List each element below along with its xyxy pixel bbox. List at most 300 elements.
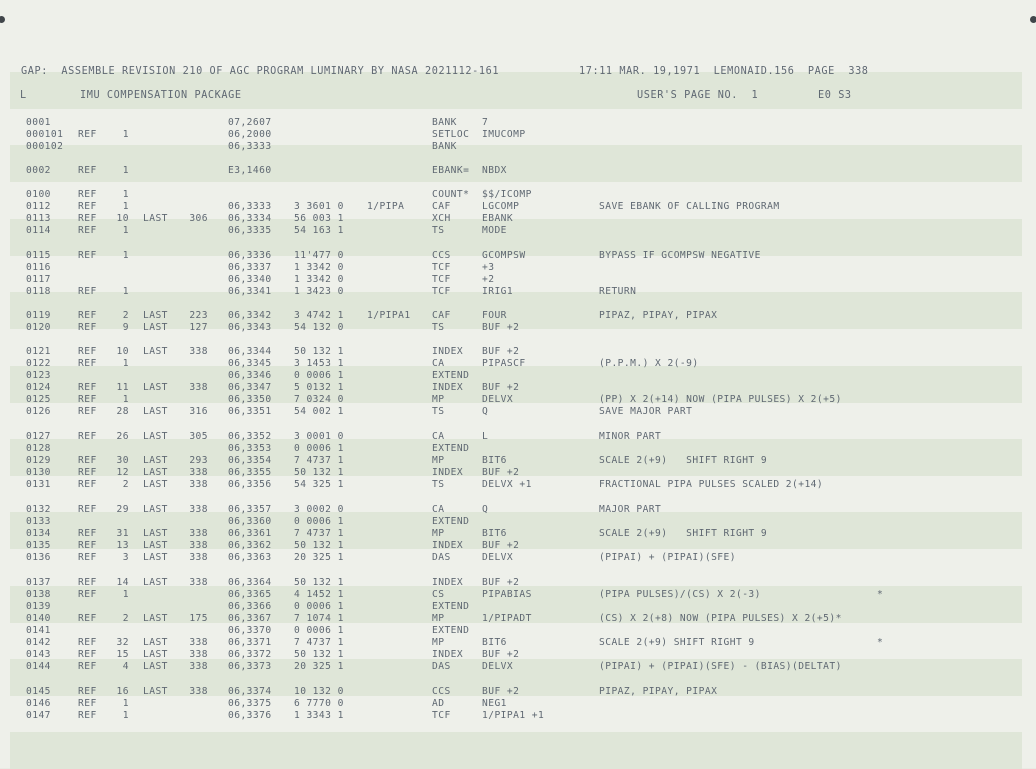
ref-count: 4 — [122, 661, 129, 672]
opcode: TCF — [432, 286, 451, 297]
opcode: EXTEND — [432, 601, 470, 612]
ref-count: 3 — [122, 552, 129, 563]
address: 06,3357 — [228, 504, 272, 515]
address: 06,2000 — [228, 129, 272, 140]
ref-tag: REF — [78, 455, 97, 466]
ref-count: 10 — [116, 346, 129, 357]
line-number: 0144 — [26, 661, 51, 672]
comment: FRACTIONAL PIPA PULSES SCALED 2(+14) — [599, 479, 824, 490]
table-row — [0, 601, 1036, 613]
address: 06,3365 — [228, 589, 272, 600]
last-page: 338 — [189, 577, 208, 588]
ref-tag: REF — [78, 504, 97, 515]
users-page-number: USER'S PAGE NO. 1 — [637, 90, 759, 101]
comment: SCALE 2(+9) SHIFT RIGHT 9 — [599, 637, 755, 648]
line-number: 0121 — [26, 346, 51, 357]
octal-word: 1 3423 0 — [294, 286, 344, 297]
octal-word: 0 0006 1 — [294, 601, 344, 612]
ref-count: 1 — [122, 250, 129, 261]
octal-word: 0 0006 1 — [294, 443, 344, 454]
last-page: 338 — [189, 686, 208, 697]
last-tag: LAST — [143, 577, 168, 588]
opcode: BANK — [432, 117, 457, 128]
table-row — [0, 165, 1036, 177]
ref-count: 10 — [116, 213, 129, 224]
table-row — [0, 189, 1036, 201]
address: 06,3335 — [228, 225, 272, 236]
operand: BIT6 — [482, 637, 507, 648]
opcode: EXTEND — [432, 625, 470, 636]
table-row — [0, 637, 1036, 649]
opcode: MP — [432, 528, 445, 539]
address: 06,3372 — [228, 649, 272, 660]
ref-count: 31 — [116, 528, 129, 539]
ref-tag: REF — [78, 225, 97, 236]
line-number: 0112 — [26, 201, 51, 212]
opcode: CA — [432, 358, 445, 369]
line-number: 0124 — [26, 382, 51, 393]
last-page: 127 — [189, 322, 208, 333]
ref-tag: REF — [78, 189, 97, 200]
octal-word: 7 0324 0 — [294, 394, 344, 405]
last-page: 338 — [189, 382, 208, 393]
operand: Q — [482, 406, 489, 417]
address: 06,3367 — [228, 613, 272, 624]
ref-tag: REF — [78, 479, 97, 490]
last-tag: LAST — [143, 686, 168, 697]
opcode: TS — [432, 322, 445, 333]
octal-word: 20 325 1 — [294, 661, 344, 672]
subheader-marker: L — [20, 90, 27, 101]
operand: 7 — [482, 117, 489, 128]
ref-tag: REF — [78, 467, 97, 478]
opcode: TS — [432, 406, 445, 417]
last-tag: LAST — [143, 504, 168, 515]
comment: SAVE EBANK OF CALLING PROGRAM — [599, 201, 780, 212]
last-page: 293 — [189, 455, 208, 466]
line-number: 0130 — [26, 467, 51, 478]
address: 06,3373 — [228, 661, 272, 672]
line-number: 0142 — [26, 637, 51, 648]
ref-count: 2 — [122, 479, 129, 490]
operand: GCOMPSW — [482, 250, 526, 261]
line-number: 0001 — [26, 117, 51, 128]
ref-count: 1 — [122, 201, 129, 212]
ref-tag: REF — [78, 286, 97, 297]
octal-word: 50 132 1 — [294, 540, 344, 551]
last-tag: LAST — [143, 661, 168, 672]
operand: $$/ICOMP — [482, 189, 532, 200]
operand: +2 — [482, 274, 495, 285]
octal-word: 7 4737 1 — [294, 528, 344, 539]
last-tag: LAST — [143, 552, 168, 563]
octal-word: 7 1074 1 — [294, 613, 344, 624]
octal-word: 50 132 1 — [294, 467, 344, 478]
address: 06,3350 — [228, 394, 272, 405]
last-tag: LAST — [143, 382, 168, 393]
table-row — [0, 479, 1036, 491]
address: 06,3376 — [228, 710, 272, 721]
address: 06,3374 — [228, 686, 272, 697]
greenbar-band — [10, 732, 1022, 769]
last-tag: LAST — [143, 467, 168, 478]
last-page: 305 — [189, 431, 208, 442]
opcode: CS — [432, 589, 445, 600]
line-number: 0002 — [26, 165, 51, 176]
table-row — [0, 382, 1036, 394]
last-page: 338 — [189, 661, 208, 672]
ref-tag: REF — [78, 201, 97, 212]
ref-count: 9 — [122, 322, 129, 333]
line-number: 0133 — [26, 516, 51, 527]
comment: (PP) X 2(+14) NOW (PIPA PULSES) X 2(+5) — [599, 394, 842, 405]
line-number: 0131 — [26, 479, 51, 490]
line-number: 0123 — [26, 370, 51, 381]
octal-word: 0 0006 1 — [294, 625, 344, 636]
line-number: 0117 — [26, 274, 51, 285]
operand: +3 — [482, 262, 495, 273]
ref-count: 1 — [122, 698, 129, 709]
line-number: 0119 — [26, 310, 51, 321]
octal-word: 7 4737 1 — [294, 637, 344, 648]
last-page: 316 — [189, 406, 208, 417]
last-page: 338 — [189, 552, 208, 563]
line-number: 0141 — [26, 625, 51, 636]
line-number: 0100 — [26, 189, 51, 200]
comment: RETURN — [599, 286, 637, 297]
opcode: BANK — [432, 141, 457, 152]
table-row — [0, 394, 1036, 406]
ref-tag: REF — [78, 661, 97, 672]
last-page: 338 — [189, 504, 208, 515]
last-page: 338 — [189, 649, 208, 660]
table-row — [0, 129, 1036, 141]
opcode: MP — [432, 455, 445, 466]
operand: BIT6 — [482, 528, 507, 539]
ref-tag: REF — [78, 552, 97, 563]
operand: FOUR — [482, 310, 507, 321]
table-row — [0, 686, 1036, 698]
line-number: 0136 — [26, 552, 51, 563]
address: 07,2607 — [228, 117, 272, 128]
operand: IRIG1 — [482, 286, 514, 297]
operand: BUF +2 — [482, 577, 520, 588]
comment: SCALE 2(+9) SHIFT RIGHT 9 — [599, 528, 768, 539]
opcode: INDEX — [432, 649, 464, 660]
ref-count: 1 — [122, 129, 129, 140]
table-row — [0, 504, 1036, 516]
operand: PIPABIAS — [482, 589, 532, 600]
last-tag: LAST — [143, 322, 168, 333]
address: 06,3343 — [228, 322, 272, 333]
octal-word: 50 132 1 — [294, 649, 344, 660]
ref-count: 14 — [116, 577, 129, 588]
table-row — [0, 274, 1036, 286]
opcode: INDEX — [432, 346, 464, 357]
address: 06,3347 — [228, 382, 272, 393]
octal-word: 0 0006 1 — [294, 370, 344, 381]
comment: MINOR PART — [599, 431, 662, 442]
octal-word: 3 0001 0 — [294, 431, 344, 442]
table-row — [0, 661, 1036, 673]
address: 06,3351 — [228, 406, 272, 417]
opcode: TCF — [432, 262, 451, 273]
comment: (CS) X 2(+8) NOW (PIPA PULSES) X 2(+5)* — [599, 613, 842, 624]
operand: DELVX — [482, 552, 514, 563]
line-number: 0115 — [26, 250, 51, 261]
address: 06,3334 — [228, 213, 272, 224]
operand: BUF +2 — [482, 467, 520, 478]
last-tag: LAST — [143, 540, 168, 551]
table-row — [0, 286, 1036, 298]
table-row — [0, 117, 1036, 129]
line-number: 0143 — [26, 649, 51, 660]
octal-word: 5 0132 1 — [294, 382, 344, 393]
operand: BUF +2 — [482, 322, 520, 333]
line-number: 000102 — [26, 141, 64, 152]
comment: (PIPAI) + (PIPAI)(SFE) - (BIAS)(DELTAT) — [599, 661, 842, 672]
tractor-hole — [1030, 16, 1036, 23]
operand: NEG1 — [482, 698, 507, 709]
line-number: 0132 — [26, 504, 51, 515]
ref-tag: REF — [78, 213, 97, 224]
ref-count: 2 — [122, 310, 129, 321]
line-number: 0126 — [26, 406, 51, 417]
tractor-hole — [0, 16, 5, 23]
ref-tag: REF — [78, 250, 97, 261]
opcode: CCS — [432, 250, 451, 261]
address: 06,3363 — [228, 552, 272, 563]
octal-word: 54 132 0 — [294, 322, 344, 333]
address: 06,3333 — [228, 141, 272, 152]
opcode: DAS — [432, 552, 451, 563]
line-number: 0145 — [26, 686, 51, 697]
ref-count: 1 — [122, 358, 129, 369]
ref-tag: REF — [78, 577, 97, 588]
last-tag: LAST — [143, 310, 168, 321]
line-number: 0139 — [26, 601, 51, 612]
last-tag: LAST — [143, 213, 168, 224]
address: 06,3354 — [228, 455, 272, 466]
line-number: 0146 — [26, 698, 51, 709]
opcode: MP — [432, 394, 445, 405]
address: 06,3341 — [228, 286, 272, 297]
table-row — [0, 141, 1036, 153]
address: 06,3371 — [228, 637, 272, 648]
subheader-code: E0 S3 — [818, 90, 852, 101]
address: 06,3356 — [228, 479, 272, 490]
address: 06,3364 — [228, 577, 272, 588]
address: 06,3346 — [228, 370, 272, 381]
comment: SAVE MAJOR PART — [599, 406, 693, 417]
line-number: 0140 — [26, 613, 51, 624]
ref-count: 1 — [122, 286, 129, 297]
operand: EBANK — [482, 213, 514, 224]
ref-count: 13 — [116, 540, 129, 551]
table-row — [0, 250, 1036, 262]
operand: DELVX — [482, 394, 514, 405]
ref-tag: REF — [78, 637, 97, 648]
opcode: COUNT* — [432, 189, 470, 200]
ref-count: 12 — [116, 467, 129, 478]
operand: BUF +2 — [482, 346, 520, 357]
line-number: 0114 — [26, 225, 51, 236]
table-row — [0, 528, 1036, 540]
ref-tag: REF — [78, 358, 97, 369]
operand: NBDX — [482, 165, 507, 176]
octal-word: 1 3342 0 — [294, 274, 344, 285]
table-row — [0, 431, 1036, 443]
operand: PIPASCF — [482, 358, 526, 369]
ref-count: 1 — [122, 589, 129, 600]
ref-tag: REF — [78, 346, 97, 357]
table-row — [0, 710, 1036, 722]
last-tag: LAST — [143, 479, 168, 490]
octal-word: 10 132 0 — [294, 686, 344, 697]
opcode: INDEX — [432, 467, 464, 478]
octal-word: 11'477 0 — [294, 250, 344, 261]
line-number: 0127 — [26, 431, 51, 442]
opcode: EBANK= — [432, 165, 470, 176]
last-tag: LAST — [143, 406, 168, 417]
opcode: MP — [432, 637, 445, 648]
opcode: INDEX — [432, 540, 464, 551]
ref-tag: REF — [78, 165, 97, 176]
operand: IMUCOMP — [482, 129, 526, 140]
opcode: CA — [432, 504, 445, 515]
label: 1/PIPA1 — [367, 310, 411, 321]
table-row — [0, 370, 1036, 382]
opcode: TCF — [432, 274, 451, 285]
address: 06,3340 — [228, 274, 272, 285]
opcode: SETLOC — [432, 129, 470, 140]
ref-tag: REF — [78, 613, 97, 624]
opcode: DAS — [432, 661, 451, 672]
address: 06,3353 — [228, 443, 272, 454]
ref-count: 28 — [116, 406, 129, 417]
operand: BUF +2 — [482, 649, 520, 660]
opcode: INDEX — [432, 382, 464, 393]
ref-count: 1 — [122, 710, 129, 721]
ref-count: 1 — [122, 225, 129, 236]
octal-word: 54 325 1 — [294, 479, 344, 490]
ref-tag: REF — [78, 310, 97, 321]
ref-count: 11 — [116, 382, 129, 393]
table-row — [0, 262, 1036, 274]
last-tag: LAST — [143, 637, 168, 648]
opcode: EXTEND — [432, 370, 470, 381]
address: 06,3336 — [228, 250, 272, 261]
octal-word: 54 163 1 — [294, 225, 344, 236]
ref-tag: REF — [78, 528, 97, 539]
ref-tag: REF — [78, 394, 97, 405]
ref-tag: REF — [78, 710, 97, 721]
last-page: 338 — [189, 346, 208, 357]
table-row — [0, 540, 1036, 552]
address: 06,3355 — [228, 467, 272, 478]
operand: BUF +2 — [482, 382, 520, 393]
last-tag: LAST — [143, 346, 168, 357]
ref-tag: REF — [78, 698, 97, 709]
asterisk: * — [877, 589, 884, 600]
line-number: 0118 — [26, 286, 51, 297]
octal-word: 54 002 1 — [294, 406, 344, 417]
last-tag: LAST — [143, 613, 168, 624]
octal-word: 3 4742 1 — [294, 310, 344, 321]
address: 06,3337 — [228, 262, 272, 273]
last-page: 175 — [189, 613, 208, 624]
operand: LGCOMP — [482, 201, 520, 212]
operand: BUF +2 — [482, 686, 520, 697]
line-number: 0120 — [26, 322, 51, 333]
comment: (PIPA PULSES)/(CS) X 2(-3) — [599, 589, 761, 600]
last-page: 338 — [189, 540, 208, 551]
last-page: 338 — [189, 467, 208, 478]
last-page: 338 — [189, 528, 208, 539]
line-number: 0116 — [26, 262, 51, 273]
ref-tag: REF — [78, 649, 97, 660]
table-row — [0, 613, 1036, 625]
ref-tag: REF — [78, 406, 97, 417]
opcode: CAF — [432, 201, 451, 212]
last-tag: LAST — [143, 455, 168, 466]
address: 06,3333 — [228, 201, 272, 212]
address: 06,3366 — [228, 601, 272, 612]
last-tag: LAST — [143, 528, 168, 539]
octal-word: 50 132 1 — [294, 346, 344, 357]
line-number: 0147 — [26, 710, 51, 721]
operand: L — [482, 431, 489, 442]
ref-count: 16 — [116, 686, 129, 697]
ref-tag: REF — [78, 322, 97, 333]
line-number: 0113 — [26, 213, 51, 224]
table-row — [0, 358, 1036, 370]
address: 06,3344 — [228, 346, 272, 357]
ref-tag: REF — [78, 431, 97, 442]
ref-tag: REF — [78, 129, 97, 140]
ref-count: 1 — [122, 394, 129, 405]
opcode: MP — [432, 613, 445, 624]
octal-word: 0 0006 1 — [294, 516, 344, 527]
address: 06,3370 — [228, 625, 272, 636]
table-row — [0, 443, 1036, 455]
octal-word: 3 3601 0 — [294, 201, 344, 212]
ref-count: 29 — [116, 504, 129, 515]
address: E3,1460 — [228, 165, 272, 176]
line-number: 0135 — [26, 540, 51, 551]
table-row — [0, 589, 1036, 601]
ref-tag: REF — [78, 589, 97, 600]
comment: BYPASS IF GCOMPSW NEGATIVE — [599, 250, 761, 261]
line-number: 0138 — [26, 589, 51, 600]
line-number: 000101 — [26, 129, 64, 140]
ref-tag: REF — [78, 382, 97, 393]
table-row — [0, 577, 1036, 589]
last-page: 338 — [189, 637, 208, 648]
comment: PIPAZ, PIPAY, PIPAX — [599, 686, 718, 697]
octal-word: 7 4737 1 — [294, 455, 344, 466]
opcode: TS — [432, 479, 445, 490]
opcode: CAF — [432, 310, 451, 321]
ref-count: 32 — [116, 637, 129, 648]
opcode: AD — [432, 698, 445, 709]
table-row — [0, 455, 1036, 467]
table-row — [0, 225, 1036, 237]
last-tag: LAST — [143, 649, 168, 660]
table-row — [0, 552, 1036, 564]
octal-word: 3 0002 0 — [294, 504, 344, 515]
opcode: EXTEND — [432, 443, 470, 454]
